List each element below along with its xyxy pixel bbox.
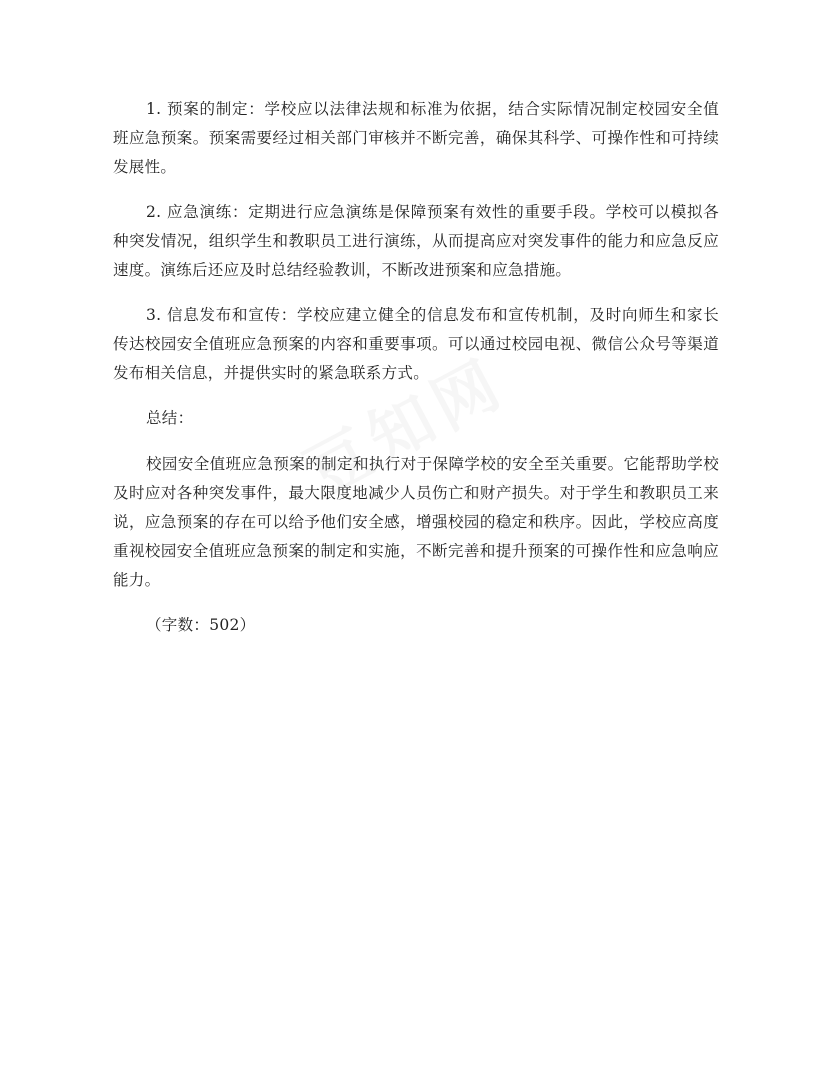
paragraph-summary: 校园安全值班应急预案的制定和执行对于保障学校的安全至关重要。它能帮助学校及时应对各种突发事件，最大限度地减少人员伤亡和财产损失。对于学生和教职员工来说，应急预案的存在可以给予他们安全感，增强校园的稳定和秩序。因此，学校应高度重视校园安全值班应急预案的制定和实施，不断完善和提升预案的可操作性和应急响应能力。 (113, 455, 719, 589)
paragraph-plan-formulation: 1. 预案的制定：学校应以法律法规和标准为依据，结合实际情况制定校园安全值班应急预案。预案需要经过相关部门审核并不断完善，确保其科学、可操作性和可持续发展性。 (113, 100, 719, 176)
paragraph-info-release: 3. 信息发布和宣传：学校应建立健全的信息发布和宣传机制，及时向师生和家长传达校园安全值班应急预案的内容和重要事项。可以通过校园电视、微信公众号等渠道发布相关信息，并提供实时的紧急联系方式。 (113, 306, 719, 382)
summary-heading: 总结： (146, 409, 194, 427)
paragraph-emergency-drill: 2. 应急演练：定期进行应急演练是保障预案有效性的重要手段。学校可以模拟各种突发情况，组织学生和教职员工进行演练，从而提高应对突发事件的能力和应急反应速度。演练后还应及时总结经验教训，不断改进预案和应急措施。 (113, 203, 719, 279)
document-body (113, 95, 719, 657)
word-count: （字数：502） (146, 616, 256, 634)
